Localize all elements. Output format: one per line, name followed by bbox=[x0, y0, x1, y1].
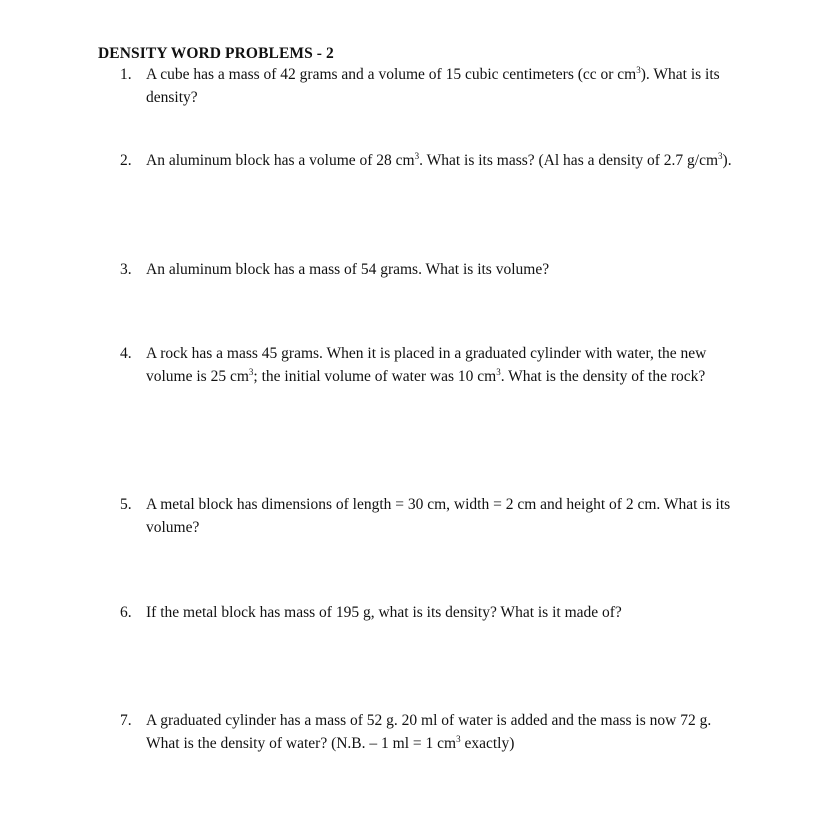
text-run: If the metal block has mass of 195 g, what is its density? What is it made of? bbox=[146, 604, 622, 621]
text-run: ). bbox=[722, 152, 732, 169]
problem-number: 4. bbox=[120, 345, 132, 362]
text-run: A rock has a mass 45 grams. When it is placed in a graduated cylinder with water, the new volume is 25 cm bbox=[146, 345, 707, 385]
text-run: exactly) bbox=[460, 734, 515, 752]
text-run: A cube has a mass of 42 grams and a volume of 15 cubic centimeters (cc or cm bbox=[146, 66, 637, 83]
problem-text bbox=[146, 64, 740, 109]
problem-4 bbox=[120, 343, 740, 388]
superscript-exponent: 3 bbox=[456, 733, 461, 744]
text-run: ). What is its density? bbox=[146, 66, 720, 106]
text-run: A metal block has dimensions of length = 30 cm, width = 2 cm and height of 2 cm. What is its volume? bbox=[146, 496, 731, 536]
superscript-exponent: 3 bbox=[718, 151, 723, 161]
problem-text bbox=[146, 710, 740, 755]
problem-number: 7. bbox=[120, 712, 132, 729]
problem-5 bbox=[120, 494, 740, 539]
problem-2 bbox=[120, 150, 740, 173]
superscript-exponent: 3 bbox=[636, 65, 641, 75]
text-run: A graduated cylinder has a mass of 52 g. 20 ml of water is added and the mass is now 72 g. What is the density of water? (N.B. – 1 ml = 1 cm bbox=[146, 712, 712, 752]
problem-number: 3. bbox=[120, 261, 132, 278]
superscript-exponent: 3 bbox=[248, 366, 254, 377]
problem-6 bbox=[120, 602, 740, 625]
text-run: An aluminum block has a mass of 54 grams. What is its volume? bbox=[146, 261, 550, 278]
page-title: DENSITY WORD PROBLEMS - 2 bbox=[98, 45, 334, 62]
problem-3 bbox=[120, 259, 740, 282]
text-run: . What is the density of the rock? bbox=[500, 367, 706, 385]
problem-7 bbox=[120, 710, 740, 755]
problem-text bbox=[146, 494, 740, 539]
problem-number: 2. bbox=[120, 152, 132, 169]
text-run: An aluminum block has a volume of 28 cm bbox=[146, 152, 415, 169]
problem-number: 5. bbox=[120, 496, 132, 513]
problem-1 bbox=[120, 64, 740, 109]
superscript-exponent: 3 bbox=[414, 151, 420, 161]
text-run: ; the initial volume of water was 10 cm bbox=[253, 367, 497, 385]
problem-number: 6. bbox=[120, 604, 132, 621]
problem-text bbox=[146, 602, 740, 625]
problem-text bbox=[146, 259, 740, 282]
superscript-exponent: 3 bbox=[496, 366, 501, 377]
problem-number: 1. bbox=[120, 66, 132, 83]
problem-text bbox=[146, 150, 740, 173]
problem-text bbox=[146, 343, 740, 388]
text-run: . What is its mass? (Al has a density of 2.7 g/cm bbox=[419, 152, 719, 169]
